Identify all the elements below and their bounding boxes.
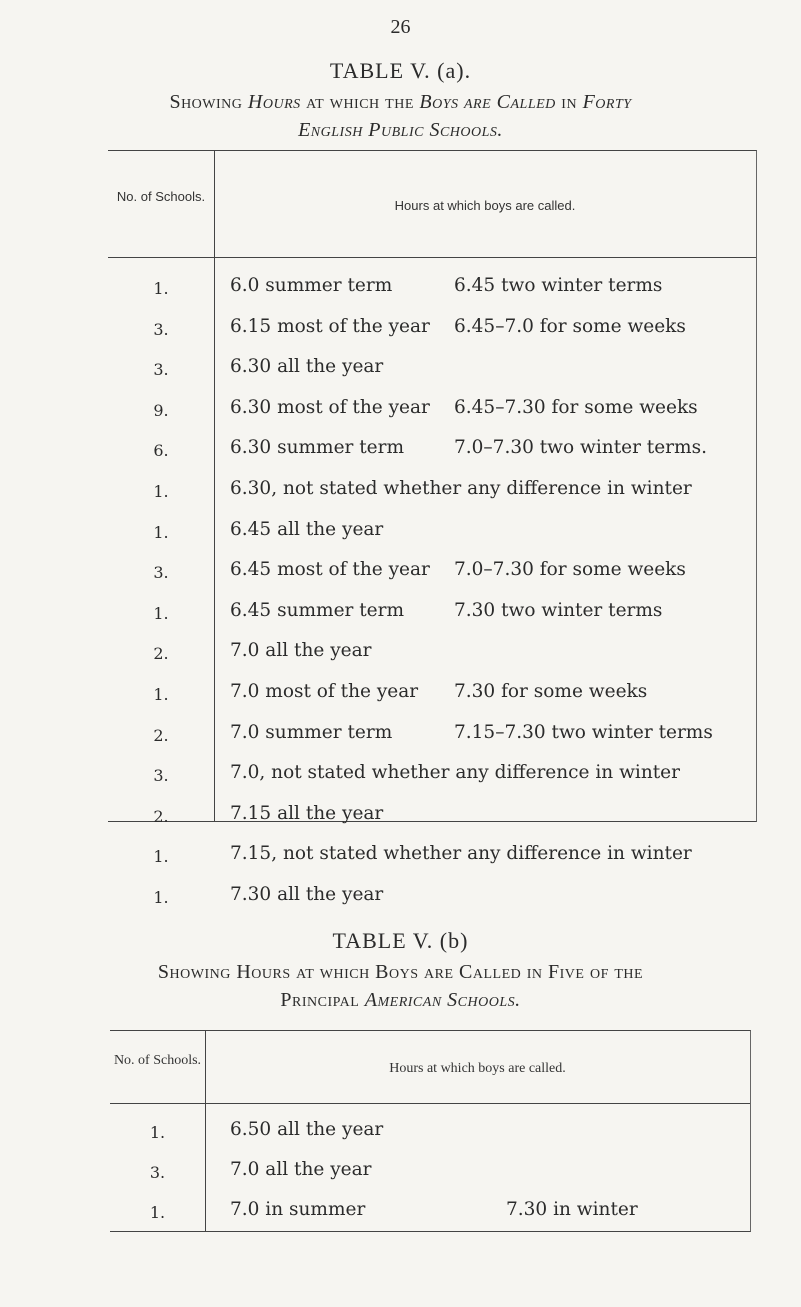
caption-word: Principal xyxy=(280,989,360,1011)
header-no-of-schools: No. of Schools. xyxy=(113,1053,202,1068)
table-row xyxy=(108,640,756,680)
school-count: 1. xyxy=(149,1123,166,1142)
caption-italic: Forty xyxy=(582,91,632,113)
table-row xyxy=(108,519,756,559)
table-row xyxy=(108,762,756,802)
hour-primary: 7.0, not stated whether any difference in winter xyxy=(230,762,680,784)
header-hours: Hours at which boys are called. xyxy=(389,1061,566,1076)
header-no-of-schools: No. of Schools. xyxy=(116,189,206,204)
school-count: 1. xyxy=(153,279,169,298)
hour-secondary: 7.30 two winter terms xyxy=(454,599,663,621)
hour-secondary: 7.30 in winter xyxy=(506,1199,638,1220)
school-count: 1. xyxy=(149,1203,166,1222)
table-row xyxy=(108,478,756,518)
hour-secondary: 6.45 two winter terms xyxy=(454,275,663,296)
caption-word: Showing xyxy=(169,91,243,113)
school-count: 3. xyxy=(153,766,169,786)
hour-primary: 7.0 all the year xyxy=(230,1159,372,1180)
hour-primary: 6.45 all the year xyxy=(230,518,384,540)
school-count: 3. xyxy=(153,319,169,339)
school-count: 3. xyxy=(153,360,169,380)
table-row xyxy=(108,437,756,477)
table-row xyxy=(110,1159,750,1199)
hour-primary: 7.0 all the year xyxy=(230,640,372,662)
hour-secondary: 6.45–7.0 for some weeks xyxy=(454,315,686,337)
table-a-caption xyxy=(0,88,801,144)
table-b-title: TABLE V. (b) xyxy=(332,928,469,953)
hour-primary: 6.30, not stated whether any difference in winter xyxy=(230,478,692,499)
hour-primary: 6.0 summer term xyxy=(230,275,393,296)
hour-primary: 7.0 in summer xyxy=(230,1199,366,1220)
school-count: 6. xyxy=(153,441,169,461)
school-count: 2. xyxy=(153,725,169,745)
school-count: 1. xyxy=(153,482,169,501)
caption-word: Showing Hours at which Boys are Called in Five of the xyxy=(157,961,644,983)
table-row xyxy=(110,1119,750,1159)
table-row xyxy=(108,884,756,924)
school-count: 1. xyxy=(153,522,169,542)
table-row xyxy=(108,600,756,640)
table-row xyxy=(108,275,756,315)
caption-italic: Boys are Called xyxy=(419,91,556,113)
table-row xyxy=(108,316,756,356)
caption-word: in xyxy=(561,91,578,113)
school-count: 1. xyxy=(153,888,169,907)
table-row xyxy=(108,681,756,721)
hour-primary: 6.45 summer term xyxy=(230,599,405,621)
school-count: 1. xyxy=(153,685,169,704)
hour-primary: 7.15, not stated whether any difference in winter xyxy=(230,843,692,865)
header-hours: Hours at which boys are called. xyxy=(394,198,576,213)
hour-primary: 6.15 most of the year xyxy=(230,315,430,337)
table-row xyxy=(108,722,756,762)
header-divider xyxy=(108,257,756,258)
table-b-caption xyxy=(0,958,801,1014)
hour-primary: 6.45 most of the year xyxy=(230,559,430,581)
school-count: 1. xyxy=(153,847,169,867)
table-a xyxy=(108,150,757,907)
school-count: 1. xyxy=(153,603,169,623)
hour-primary: 6.30 most of the year xyxy=(230,396,430,418)
caption-italic: Hours xyxy=(247,91,301,113)
hour-primary: 7.0 most of the year xyxy=(230,681,419,702)
hour-secondary: 6.45–7.30 for some weeks xyxy=(454,396,698,418)
hour-primary: 7.30 all the year xyxy=(230,884,384,905)
table-row xyxy=(108,803,756,843)
table-b xyxy=(110,1030,751,1232)
page-number: 26 xyxy=(390,16,411,38)
hour-primary: 6.30 all the year xyxy=(230,356,384,378)
school-count: 3. xyxy=(153,563,169,583)
caption-word: at which the xyxy=(306,91,414,113)
hour-primary: 7.0 summer term xyxy=(230,721,393,743)
caption-italic: English Public Schools. xyxy=(298,119,503,141)
table-row xyxy=(110,1199,750,1239)
table-row xyxy=(108,397,756,437)
hour-primary: 6.50 all the year xyxy=(230,1119,384,1140)
hour-primary: 7.15 all the year xyxy=(230,802,384,824)
hour-secondary: 7.0–7.30 for some weeks xyxy=(454,559,686,581)
caption-italic: American Schools. xyxy=(364,989,521,1011)
hour-secondary: 7.0–7.30 two winter terms. xyxy=(454,437,707,459)
hour-primary: 6.30 summer term xyxy=(230,437,405,459)
table-a-title: TABLE V. (a). xyxy=(329,58,472,83)
school-count: 2. xyxy=(153,806,169,826)
table-row xyxy=(108,559,756,599)
hour-secondary: 7.15–7.30 two winter terms xyxy=(454,721,713,743)
school-count: 9. xyxy=(153,400,169,420)
header-divider xyxy=(110,1103,750,1104)
table-row xyxy=(108,843,756,883)
hour-secondary: 7.30 for some weeks xyxy=(454,681,648,702)
school-count: 2. xyxy=(153,644,169,664)
school-count: 3. xyxy=(149,1163,166,1182)
table-row xyxy=(108,356,756,396)
